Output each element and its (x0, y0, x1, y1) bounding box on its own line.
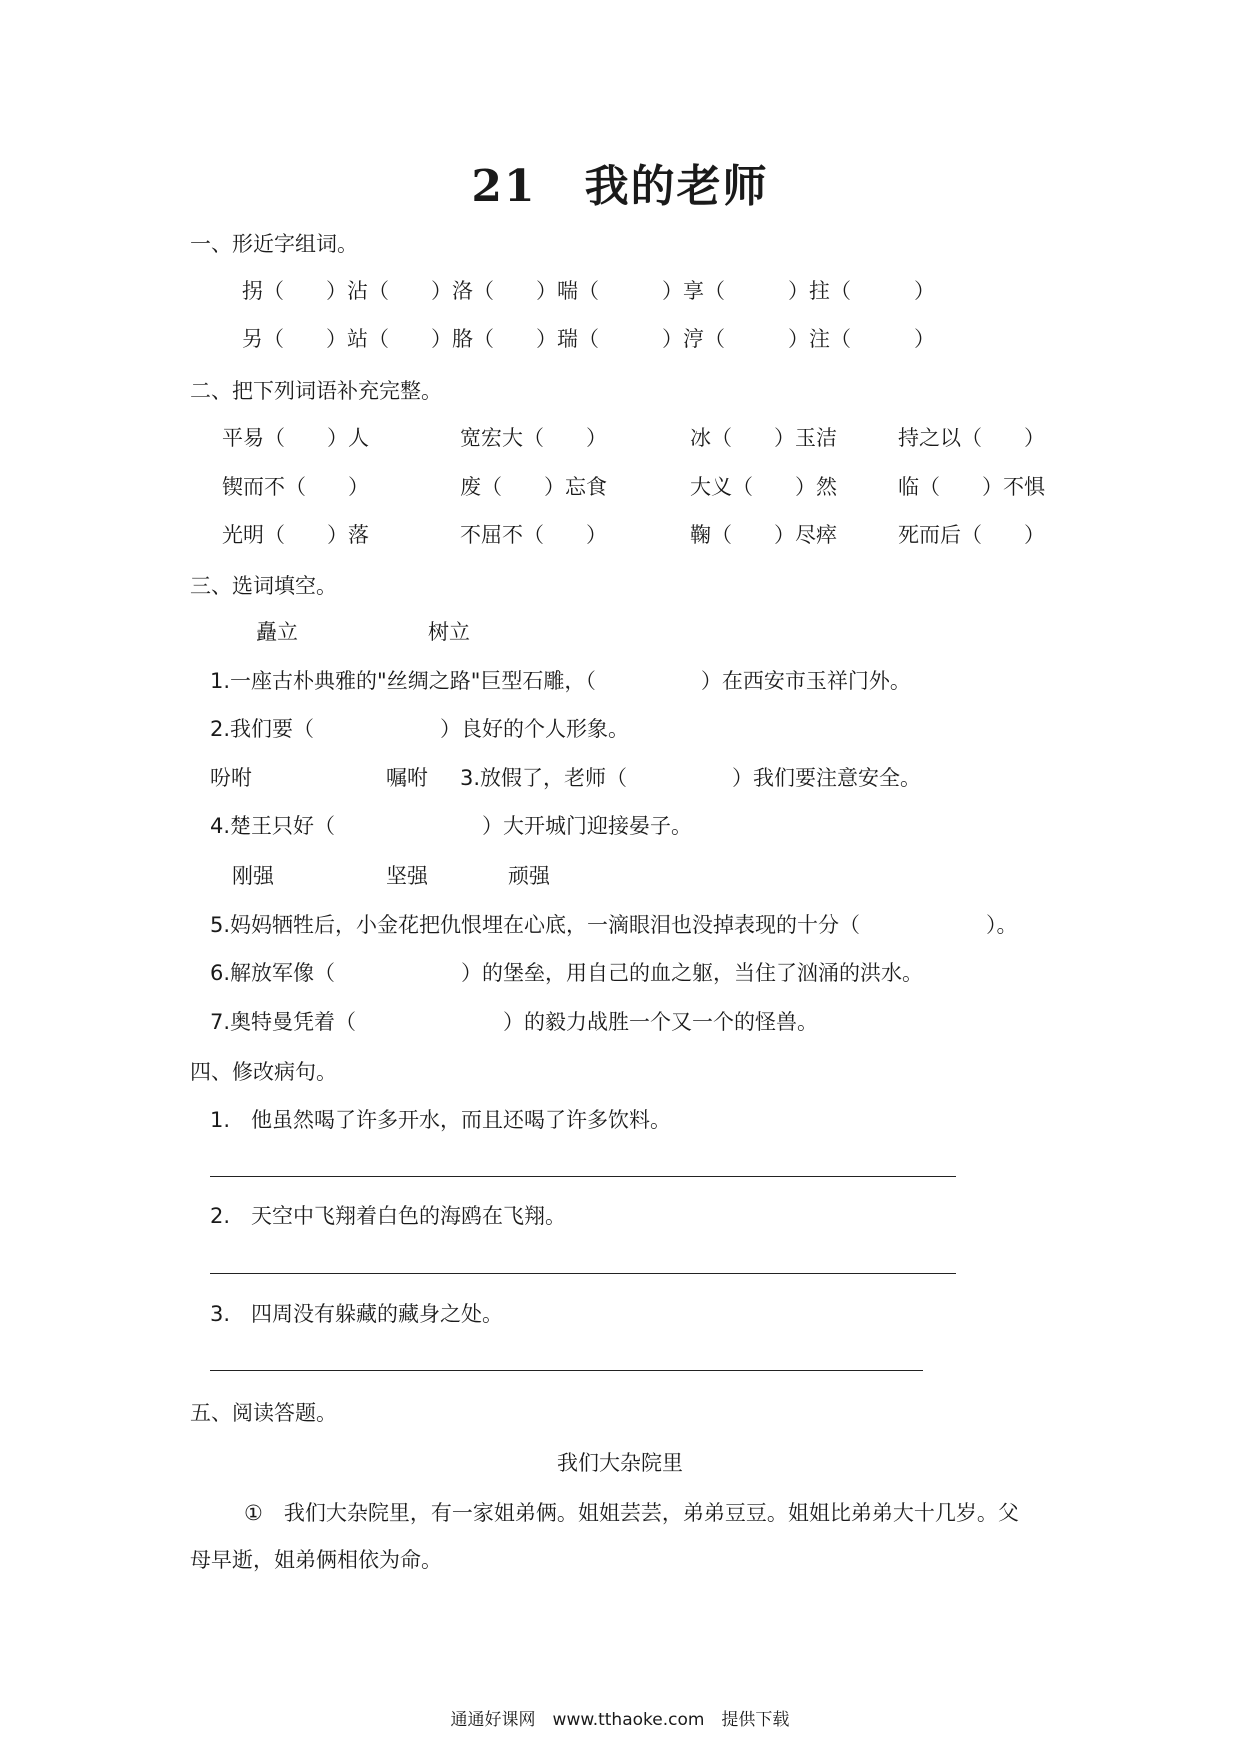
answer-line (210, 1370, 923, 1371)
reading-title: 我们大杂院里 (557, 1451, 683, 1475)
reading-paragraph-line: ① 我们大杂院里，有一家姐弟俩。姐姐芸芸，弟弟豆豆。姐姐比弟弟大十几岁。父 (244, 1501, 1019, 1525)
s2-word: 宽宏大（ ） (460, 426, 607, 450)
s1-row-2: 另（ ）站（ ）胳（ ）瑞（ ）涥（ ）注（ ） (242, 327, 935, 351)
s2-word: 鞠（ ）尽瘁 (690, 523, 837, 547)
s2-word: 不屈不（ ） (460, 523, 607, 547)
s1-row-1: 拐（ ）沾（ ）洛（ ）喘（ ）享（ ）拄（ ） (242, 279, 935, 303)
sentence-item: 3. 四周没有躲藏的藏身之处。 (210, 1302, 504, 1326)
word-choice: 矗立 (256, 620, 298, 644)
page-title (0, 150, 1240, 214)
s2-word: 光明（ ）落 (222, 523, 369, 547)
fill-question-6: 6.解放军像（ ）的堡垒，用自己的血之躯，当住了汹涌的洪水。 (210, 961, 924, 985)
section-5-heading: 五、阅读答题。 (190, 1401, 337, 1425)
s2-word: 废（ ）忘食 (460, 475, 607, 499)
s2-word: 临（ ）不惧 (898, 475, 1045, 499)
lesson-title: 我的老师 (584, 161, 769, 212)
fill-question-3: 3.放假了，老师（ ）我们要注意安全。 (460, 766, 922, 790)
lesson-number: 21 (471, 161, 537, 212)
answer-line (210, 1176, 956, 1177)
s2-word: 大义（ ）然 (690, 475, 837, 499)
s2-word: 锲而不（ ） (222, 475, 369, 499)
fill-question-5: 5.妈妈牺牲后，小金花把仇恨埋在心底，一滴眼泪也没掉表现的十分（ ）。 (210, 913, 1018, 937)
word-choice: 顽强 (508, 864, 550, 888)
section-3-heading: 三、选词填空。 (190, 574, 337, 598)
sentence-item: 1. 他虽然喝了许多开水，而且还喝了许多饮料。 (210, 1108, 672, 1132)
sentence-item: 2. 天空中飞翔着白色的海鸥在飞翔。 (210, 1204, 567, 1228)
fill-question-2: 2.我们要（ ）良好的个人形象。 (210, 717, 630, 741)
section-4-heading: 四、修改病句。 (190, 1060, 337, 1084)
s2-word: 死而后（ ） (898, 523, 1045, 547)
word-choice: 树立 (428, 620, 470, 644)
fill-question-4: 4.楚王只好（ ）大开城门迎接晏子。 (210, 814, 693, 838)
s2-word: 持之以（ ） (898, 426, 1045, 450)
section-2-heading: 二、把下列词语补充完整。 (190, 379, 442, 403)
s2-word: 平易（ ）人 (222, 426, 369, 450)
word-choice: 刚强 (232, 864, 274, 888)
reading-paragraph-line: 母早逝，姐弟俩相依为命。 (190, 1548, 442, 1572)
fill-question-7: 7.奥特曼凭着（ ）的毅力战胜一个又一个的怪兽。 (210, 1010, 819, 1034)
section-1-heading: 一、形近字组词。 (190, 232, 358, 256)
word-choice: 吩咐 (210, 766, 252, 790)
fill-question-1: 1.一座古朴典雅的"丝绸之路"巨型石雕，（ ）在西安市玉祥门外。 (210, 669, 911, 693)
answer-line (210, 1273, 956, 1274)
page-footer: 通通好课网 www.tthaoke.com 提供下载 (450, 1710, 790, 1730)
word-choice: 嘱咐 (386, 766, 428, 790)
word-choice: 坚强 (386, 864, 428, 888)
s2-word: 冰（ ）玉洁 (690, 426, 837, 450)
